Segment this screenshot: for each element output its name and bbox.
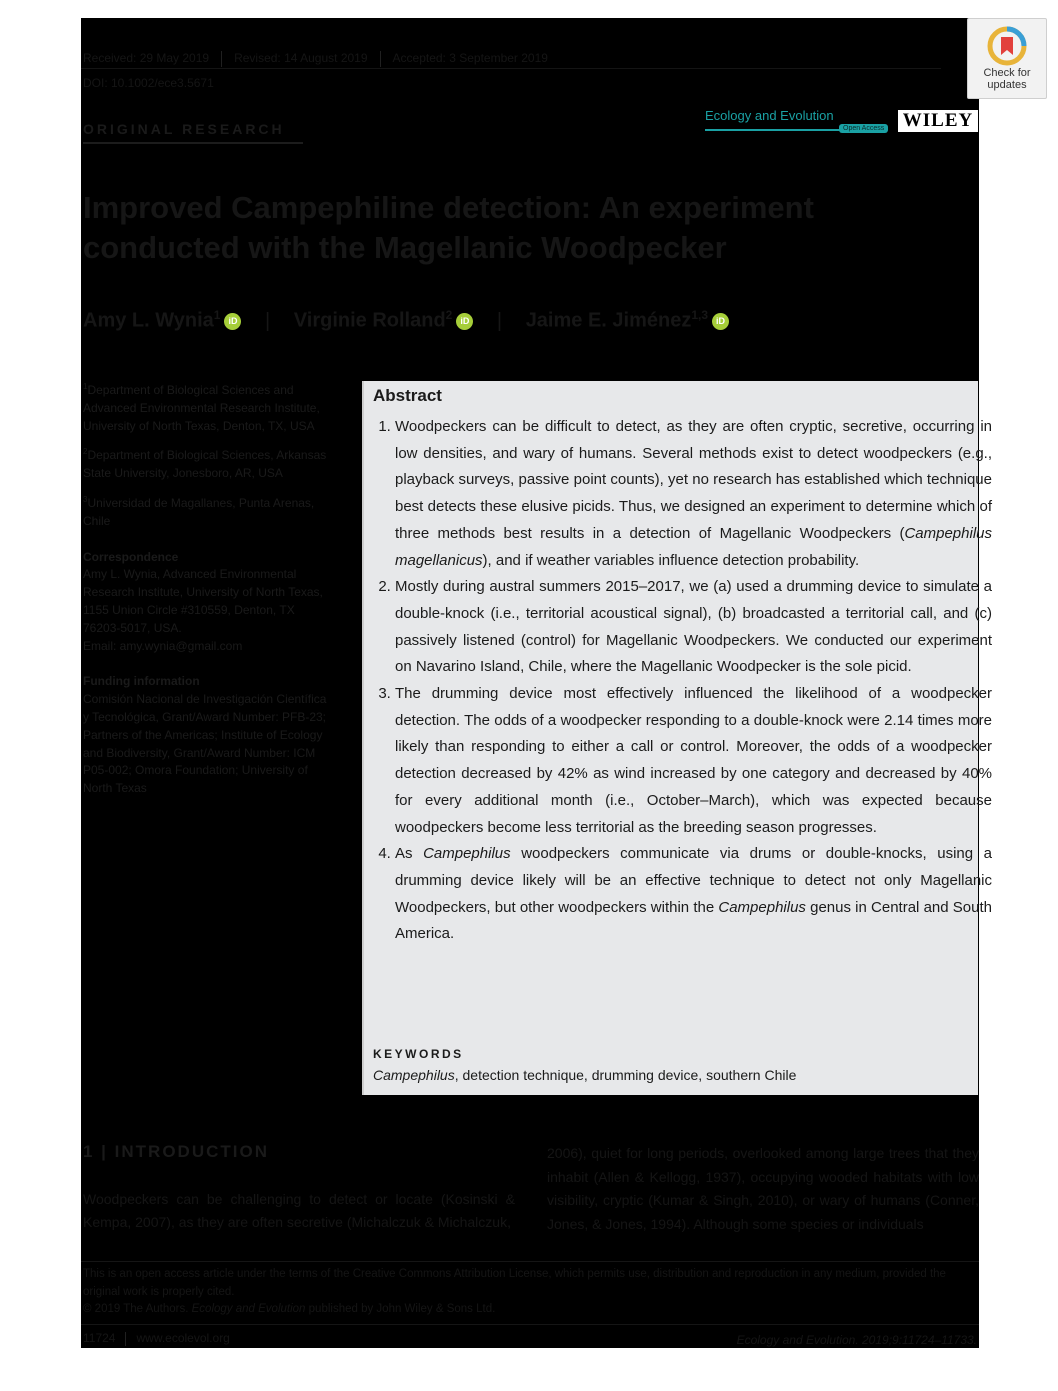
footer-divider (81, 1261, 979, 1262)
section-underline (83, 142, 303, 144)
affiliation: $^3$Universidad de Magallanes, Punta Arenas, Chile (83, 494, 315, 528)
funding-text: Comisión Nacional de Investigación Científica y Tecnológica, Grant/Award Number: PFB-23; Partners of the Americas; Institute of Ecology and Biodiversity, Grant/Award Number: ICM P05-002; Omora Foundation; University of North Texas (83, 692, 327, 796)
received-date: Received: 29 May 2019 (83, 51, 210, 66)
author-affiliation: 1 (213, 308, 221, 322)
funding-heading: Funding information (83, 674, 200, 689)
orcid-icon[interactable]: iD (456, 313, 473, 330)
page-footer (83, 1331, 230, 1346)
side-info (83, 378, 333, 806)
check-updates-icon (987, 26, 1027, 66)
author-separator: | (496, 309, 503, 332)
abstract-list (373, 414, 992, 948)
page-number: 11724 (83, 1331, 116, 1345)
article-title: Improved Campephiline detection: An experiment conducted with the Magellanic Woodpecker (83, 190, 814, 265)
affiliation: $^1$Department of Biological Sciences and Advanced Environmental Research Institute, University of North Texas, Denton, TX, USA (83, 382, 320, 433)
abstract-item: 2. Mostly during austral summers 2015–2017, we (a) used a drumming device to simulate a double-knock (i.e., territorial acoustical signal), (b) broadcasted a territorial call, and (c) passively listened (control) for Magellanic Woodpeckers. We conducted our experiment on Navarino Island, Chile, where the Magellanic Woodpecker is the sole picid. (395, 574, 992, 681)
open-access-badge: Open Access (839, 124, 888, 133)
keywords-heading: KEYWORDS (373, 1047, 464, 1061)
orcid-icon[interactable]: iD (712, 313, 729, 330)
accepted-date: Accepted: 3 September 2019 (392, 51, 548, 66)
section-label: ORIGINAL RESEARCH (83, 121, 285, 137)
article-page (81, 18, 1031, 1348)
author-separator: | (265, 309, 271, 332)
abstract-item: 3. The drumming device most effectively influenced the likelihood of a woodpecker detection. The odds of a woodpecker responding to a double-knock were 2.14 times more likely than responding to either a call or control. Moreover, the odds of a woodpecker detection decreased by 42% as wind increased by one category and decreased by 40% for every additional month (i.e., October–March), which was expected because woodpeckers become less territorial as the breeding season progresses. (395, 681, 992, 841)
check-for-updates-button[interactable] (967, 18, 1047, 99)
author-name[interactable]: Virginie Rolland (293, 309, 446, 332)
license-footer (83, 1266, 973, 1319)
correspondence-email[interactable]: Email: amy.wynia@gmail.com (83, 638, 243, 653)
author-list (83, 308, 729, 333)
correspondence-text: Amy L. Wynia, Advanced Environmental Research Institute, University of North Texas, 1155 Union Circle #310559, Denton, TX 76203-5017, USA. (83, 567, 323, 635)
wiley-logo[interactable]: WILEY (898, 110, 978, 132)
header-divider (81, 68, 941, 69)
affiliation: $^2$Department of Biological Sciences, Arkansas State University, Jonesboro, AR, USA (83, 447, 327, 481)
author-name[interactable]: Amy L. Wynia (83, 309, 214, 332)
check-updates-text-2: updates (987, 79, 1027, 91)
journal-citation: Ecology and Evolution. 2019;9:11724–11733. (736, 1333, 977, 1347)
abstract-item: 1. Woodpeckers can be difficult to detect, as they are often cryptic, secretive, occurring in low densities, and wary of humans. Several methods exist to detect woodpeckers (e.g., playback surveys, passive point counts), yet no research has established which technique best detects these elusive picids. Thus, we designed an experiment to determine which of three methods best results in a detection of Magellanic Woodpeckers (Campephilus magellanicus), and if weather variables influence detection probability. (395, 414, 992, 574)
journal-logo[interactable]: Ecology and Evolution (705, 108, 834, 123)
abstract-item: 4. As Campephilus woodpeckers communicate via drums or double-knocks, using a drumming device likely will be an effective technique to detect not only Magellanic Woodpeckers, but other woodpeckers within the Campephilus genus in Central and South America. (395, 841, 992, 948)
check-updates-text-1: Check for (983, 67, 1031, 79)
correspondence-heading: Correspondence (83, 549, 179, 564)
journal-website[interactable]: www.ecolevol.org (136, 1331, 230, 1345)
abstract-heading: Abstract (373, 386, 442, 405)
abstract-box (362, 381, 992, 1095)
license-text: This is an open access article under the terms of the Creative Commons Attribution License, which permits use, distribution and reproduction in any medium, provided the original work is properly cited. (83, 1268, 946, 1298)
author-affiliation: 2 (445, 308, 453, 322)
footer-divider-2 (81, 1324, 979, 1325)
author-name[interactable]: Jaime E. Jiménez (525, 309, 692, 332)
copyright-text: © 2019 The Authors. Ecology and Evolution published by John Wiley & Sons Ltd. (83, 1303, 496, 1315)
keywords: Campephilus, detection technique, drumming device, southern Chile (373, 1067, 797, 1083)
article-dates (83, 51, 548, 67)
introduction-text-right: 2006), quiet for long periods, overlooked among large trees that they inhabit (Allen & Kellogg, 1937), occupying wooded habitats with low visibility, cryptic (Kumar & Singh, 2010), or wary of humans (Conner, Jones, & Jones, 1994). Although some species or individuals (547, 1145, 979, 1232)
orcid-icon[interactable]: iD (224, 313, 241, 330)
author-affiliation: 1,3 (691, 308, 709, 322)
introduction-text-left: Woodpeckers can be challenging to detect or locate (Kosinski & Kempa, 2007), as they are often secretive (Michalczuk & Michalczuk, (83, 1191, 515, 1230)
introduction-heading: 1 | INTRODUCTION (83, 1142, 269, 1161)
doi[interactable]: DOI: 10.1002/ece3.5671 (83, 76, 214, 90)
revised-date: Revised: 14 August 2019 (234, 51, 368, 66)
